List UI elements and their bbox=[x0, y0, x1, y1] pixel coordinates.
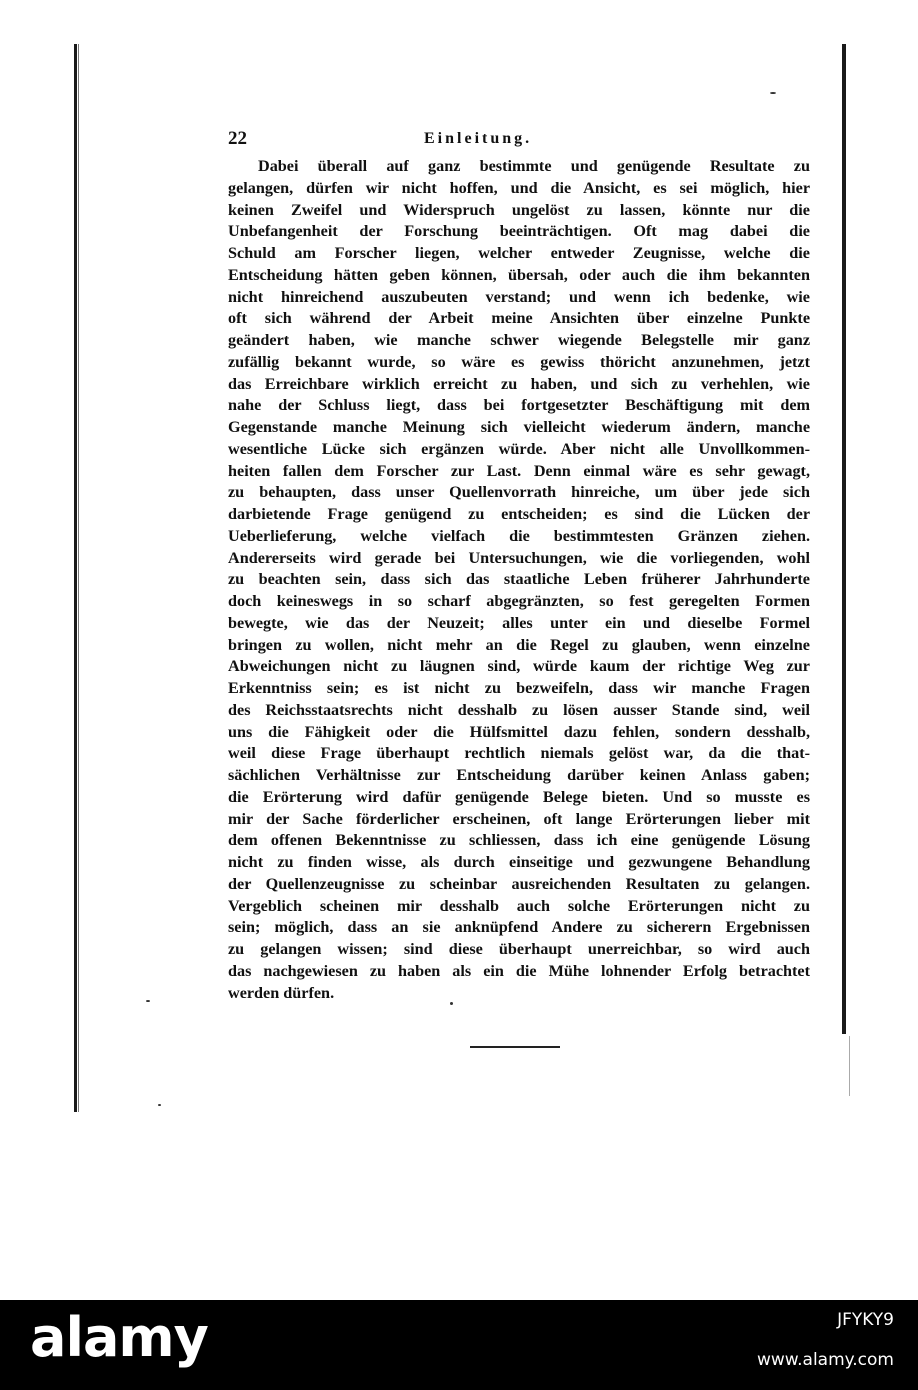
text-line: die Erörterung wird dafür genügende Belege bieten. Und so musste es bbox=[228, 787, 810, 806]
scan-edge-left bbox=[74, 44, 77, 1112]
text-line: des Reichsstaatsrechts nicht desshalb zu lösen ausser Stande sind, weil bbox=[228, 700, 810, 719]
text-line: zu beachten sein, dass sich das staatliche Leben früherer Jahrhunderte bbox=[228, 570, 810, 589]
text-line: Entscheidung hätten geben können, übersah, oder auch die ihm bekannten bbox=[228, 265, 810, 284]
text-line: zu behaupten, dass unser Quellenvorrath hinreiche, um über jede sich bbox=[228, 483, 810, 502]
text-line: uns die Fähigkeit oder die Hülfsmittel dazu fehlen, sondern desshalb, bbox=[228, 722, 810, 741]
text-line: keinen Zweifel und Widerspruch ungelöst zu lassen, könnte nur die bbox=[228, 200, 810, 219]
text-line: mir der Sache förderlicher erscheinen, oft lange Erörterungen lieber mit bbox=[228, 809, 810, 828]
text-line: dem offenen Bekenntnisse zu schliessen, dass ich eine genügende Lösung bbox=[228, 831, 810, 850]
scan-edge-right bbox=[842, 44, 846, 1034]
text-line: Erkenntniss sein; es ist nicht zu bezweifeln, dass wir manche Fragen bbox=[228, 679, 810, 697]
text-line: sein; möglich, dass an sie anknüpfend Andere zu sicherern Ergebnissen bbox=[228, 918, 810, 937]
text-line: wesentliche Lücke sich ergänzen würde. Aber nicht alle Unvollkommen- bbox=[228, 439, 810, 458]
running-head: Einleitung. bbox=[424, 130, 533, 147]
scan-edge-left-shadow bbox=[78, 44, 79, 1112]
text-line: oft sich während der Arbeit meine Ansichten über einzelne Punkte bbox=[228, 309, 810, 328]
scan-edge-right-shadow bbox=[849, 1036, 850, 1096]
text-line: heiten fallen dem Forscher zur Last. Denn einmal wäre es sehr gewagt, bbox=[228, 461, 810, 480]
watermark-url: www.alamy.com bbox=[756, 1350, 894, 1370]
text-line: bewegte, wie das der Neuzeit; alles unter ein und dieselbe Formel bbox=[228, 613, 810, 632]
page-number: 22 bbox=[228, 128, 247, 149]
body-text bbox=[228, 156, 810, 1004]
text-line: bringen zu wollen, nicht mehr an die Regel zu glauben, wenn einzelne bbox=[228, 635, 810, 654]
text-line: Schuld am Forscher liegen, welcher entweder Zeugnisse, welche die bbox=[228, 244, 810, 262]
text-line: zufällig bekannt wurde, so wäre es gewiss thöricht anzunehmen, jetzt bbox=[228, 352, 810, 371]
text-line: werden dürfen. bbox=[228, 983, 335, 1002]
text-line: das Erreichbare wirklich erreicht zu haben, und sich zu verhehlen, wie bbox=[228, 374, 810, 393]
text-line: geändert haben, wie manche schwer wiegende Belegstelle mir ganz bbox=[228, 331, 810, 349]
text-line: darbietende Frage genügend zu entscheiden; es sind die Lücken der bbox=[228, 505, 810, 523]
text-line: Unbefangenheit der Forschung beeinträchtigen. Oft mag dabei die bbox=[228, 222, 810, 241]
text-line: Gegenstande manche Meinung sich vielleicht wiederum ändern, manche bbox=[228, 418, 810, 436]
text-line: zu gelangen wissen; sind diese überhaupt unerreichbar, so wird auch bbox=[228, 940, 810, 958]
text-line: Abweichungen nicht zu läugnen sind, würde kaum der richtige Weg zur bbox=[228, 657, 810, 676]
text-line: Andererseits wird gerade bei Untersuchungen, wie die vorliegenden, wohl bbox=[228, 548, 810, 567]
text-line: Ueberlieferung, welche vielfach die bestimmtesten Gränzen ziehen. bbox=[228, 526, 810, 545]
text-line: nicht hinreichend auszubeuten verstand; und wenn ich bedenke, wie bbox=[228, 287, 810, 306]
end-of-chapter-rule bbox=[470, 1046, 560, 1048]
scan-speck bbox=[158, 1104, 161, 1106]
text-line: nahe der Schluss liegt, dass bei fortgesetzter Beschäftigung mit dem bbox=[228, 396, 810, 415]
text-line: weil diese Frage überhaupt rechtlich niemals gelöst war, da die that- bbox=[228, 744, 810, 763]
text-line: das nachgewiesen zu haben als ein die Mühe lohnender Erfolg betrachtet bbox=[228, 961, 810, 980]
alamy-logo: alamy bbox=[30, 1306, 208, 1369]
scan-speck bbox=[146, 1000, 150, 1002]
text-line: doch keineswegs in so scharf abgegränzten, so fest geregelten Formen bbox=[228, 592, 810, 610]
text-line: Dabei überall auf ganz bestimmte und genügende Resultate zu bbox=[258, 157, 810, 175]
scan-speck bbox=[770, 92, 776, 94]
text-line: sächlichen Verhältnisse zur Entscheidung darüber keinen Anlass gaben; bbox=[228, 766, 810, 784]
text-line: gelangen, dürfen wir nicht hoffen, und die Ansicht, es sei möglich, hier bbox=[228, 178, 810, 197]
image-id: JFYKY9 bbox=[837, 1310, 894, 1330]
text-line: Vergeblich scheinen mir desshalb auch solche Erörterungen nicht zu bbox=[228, 896, 810, 915]
text-line: der Quellenzeugnisse zu scheinbar ausreichenden Resultaten zu gelangen. bbox=[228, 874, 810, 893]
text-line: nicht zu finden wisse, als durch einseitige und gezwungene Behandlung bbox=[228, 853, 810, 871]
